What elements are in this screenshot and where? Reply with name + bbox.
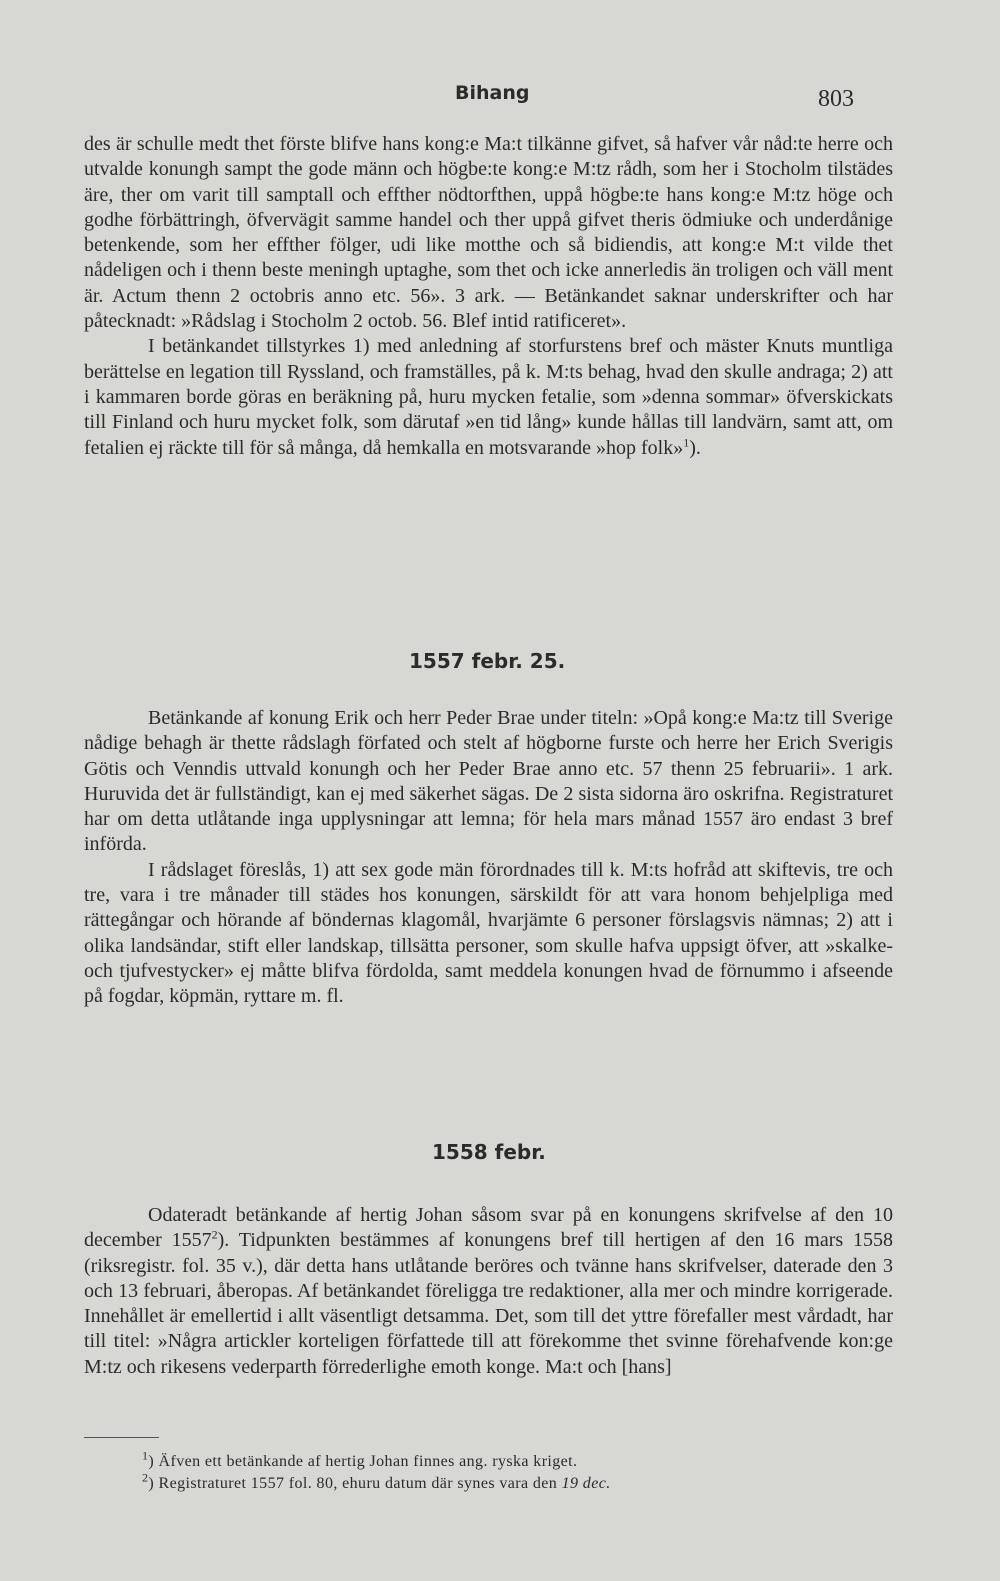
footnote-ref: 1 [683,434,690,449]
footnote-text: ) Äfven ett betänkande af hertig Johan finnes ang. ryska kriget. [148,1453,578,1470]
footnotes [142,1448,611,1495]
section-heading: 1558 febr. [432,1140,546,1164]
section-3 [84,1203,893,1380]
footnote [142,1470,611,1495]
footnote-mark: 1 [142,1448,149,1463]
paragraph: Betänkande af konung Erik och herr Peder Brae under titeln: »Opå kong:e Ma:tz till Sverige nådige behagh är thette rådslagh förfated och stelt af högborne furste och herre her Erich Sverigis Götis och Venndis uttvald konungh och her Peder Brae anno etc. 57 thenn 25 februarii». 1 ark. Huruvida det är fullständigt, kan ej med säkerhet sägas. De 2 sista sidorna äro oskrifna. Registraturet har om detta utlåtande inga upplysningar att lemna; för hela mars månad 1557 äro endast 3 bref införda. [84,707,893,856]
page-number: 803 [818,86,854,112]
section-1 [84,132,893,461]
paragraph-text: ). Tidpunkten bestämmes af konungens bref till hertigen af den 16 mars 1558 (riksregistr. fol. 35 v.), där detta hans utlåtande beröres och tvänne hans skrifvelser, daterade den 3 och 13 februari, åberopas. Af betänkandet föreligga tre redaktioner, alla mer och mindre korrigerade. Innehållet är emellertid i allt väsentligt detsamma. Det, som till det yttre förefaller mest vårdadt, har till titel: »Några artickler korteligen författede till att förekomme thet svinne förehafvende kon:ge M:tz och rikesens vederparth förrederlighe emoth konge. Ma:t och [hans] [84,1229,894,1378]
section-2 [84,706,893,1010]
footnote [142,1448,611,1473]
paragraph: I rådslaget föreslås, 1) att sex gode män förordnades till k. M:ts hofråd att skiftevis, tre och tre, vara i tre månader till städes hos konungen, särskildt för att vara honom behjelpliga med rättegångar och hörande af böndernas klagomål, hvarjämte 6 personer förslagsvis nämnas; 2) att i olika landsändar, stift eller landskap, tillsätta personer, som skulle hafva uppsigt öfver, att »skalke- och tjufvestycker» ej måtte blifva fördolda, samt meddela konungen hvad de förnummo i afseende på fogdar, köpmän, ryttare m. fl. [84,858,893,1008]
footnote-date: 19 dec. [561,1475,611,1492]
paragraph: des är schulle medt thet förste blifve hans kong:e Ma:t tilkänne gifvet, så hafver vår nåd:te herre och utvalde konungh sampt the gode männ och högbe:te kong:e M:tz rådh, som her i Stocholm tilstädes äre, ther om varit till samptall och effther nödtorfthen, uppå högbe:te hans kong:e M:tz höge och godhe förbättringh, öfvervägit samme handel och ther uppå gifvet theris ödmiuke och underdånige betenkende, som her effther fölger, udi like motthe och så bidiendis, att kong:e M:t vilde thet nådeligen och i thenn beste meningh uptaghe, som thet och icke annerledis än troligen och väll ment är. Actum thenn 2 octobris anno etc. 56». 3 ark. — Betänkandet saknar underskrifter och har påtecknadt: »Rådslag i Stocholm 2 octob. 56. Blef intid ratificeret». [84,133,893,333]
footnote-mark: 2 [142,1470,149,1485]
running-head: Bihang [455,82,530,104]
paragraph [84,1203,893,1380]
paragraph [84,334,893,460]
footnote-text: ) Registraturet 1557 fol. 80, ehuru datum där synes vara den [148,1475,562,1492]
footnote-divider [84,1437,159,1438]
paragraph-text: I betänkandet tillstyrkes 1) med anledning af storfurstens bref och mäster Knuts muntliga berättelse en legation till Ryssland, och framställes, på k. M:ts behag, hvad den skulle andraga; 2) att i kammaren borde göras en beräkning på, huru mycken fetalie, som »denna sommar» öfverskickats till Finland och huru mycket folk, som därutaf »en tid lång» kunde hållas till landvärn, samt att, om fetalien ej räckte till för så många, då hemkalla en motsvarande »hop folk» [84,335,893,459]
paragraph-end: ). [689,436,701,459]
paragraph-text: Odateradt betänkande af hertig Johan såsom svar på en konungens skrifvelse af den 10 december 1557 [84,1204,893,1252]
section-heading: 1557 febr. 25. [409,649,566,673]
footnote-ref: 2 [211,1227,218,1242]
